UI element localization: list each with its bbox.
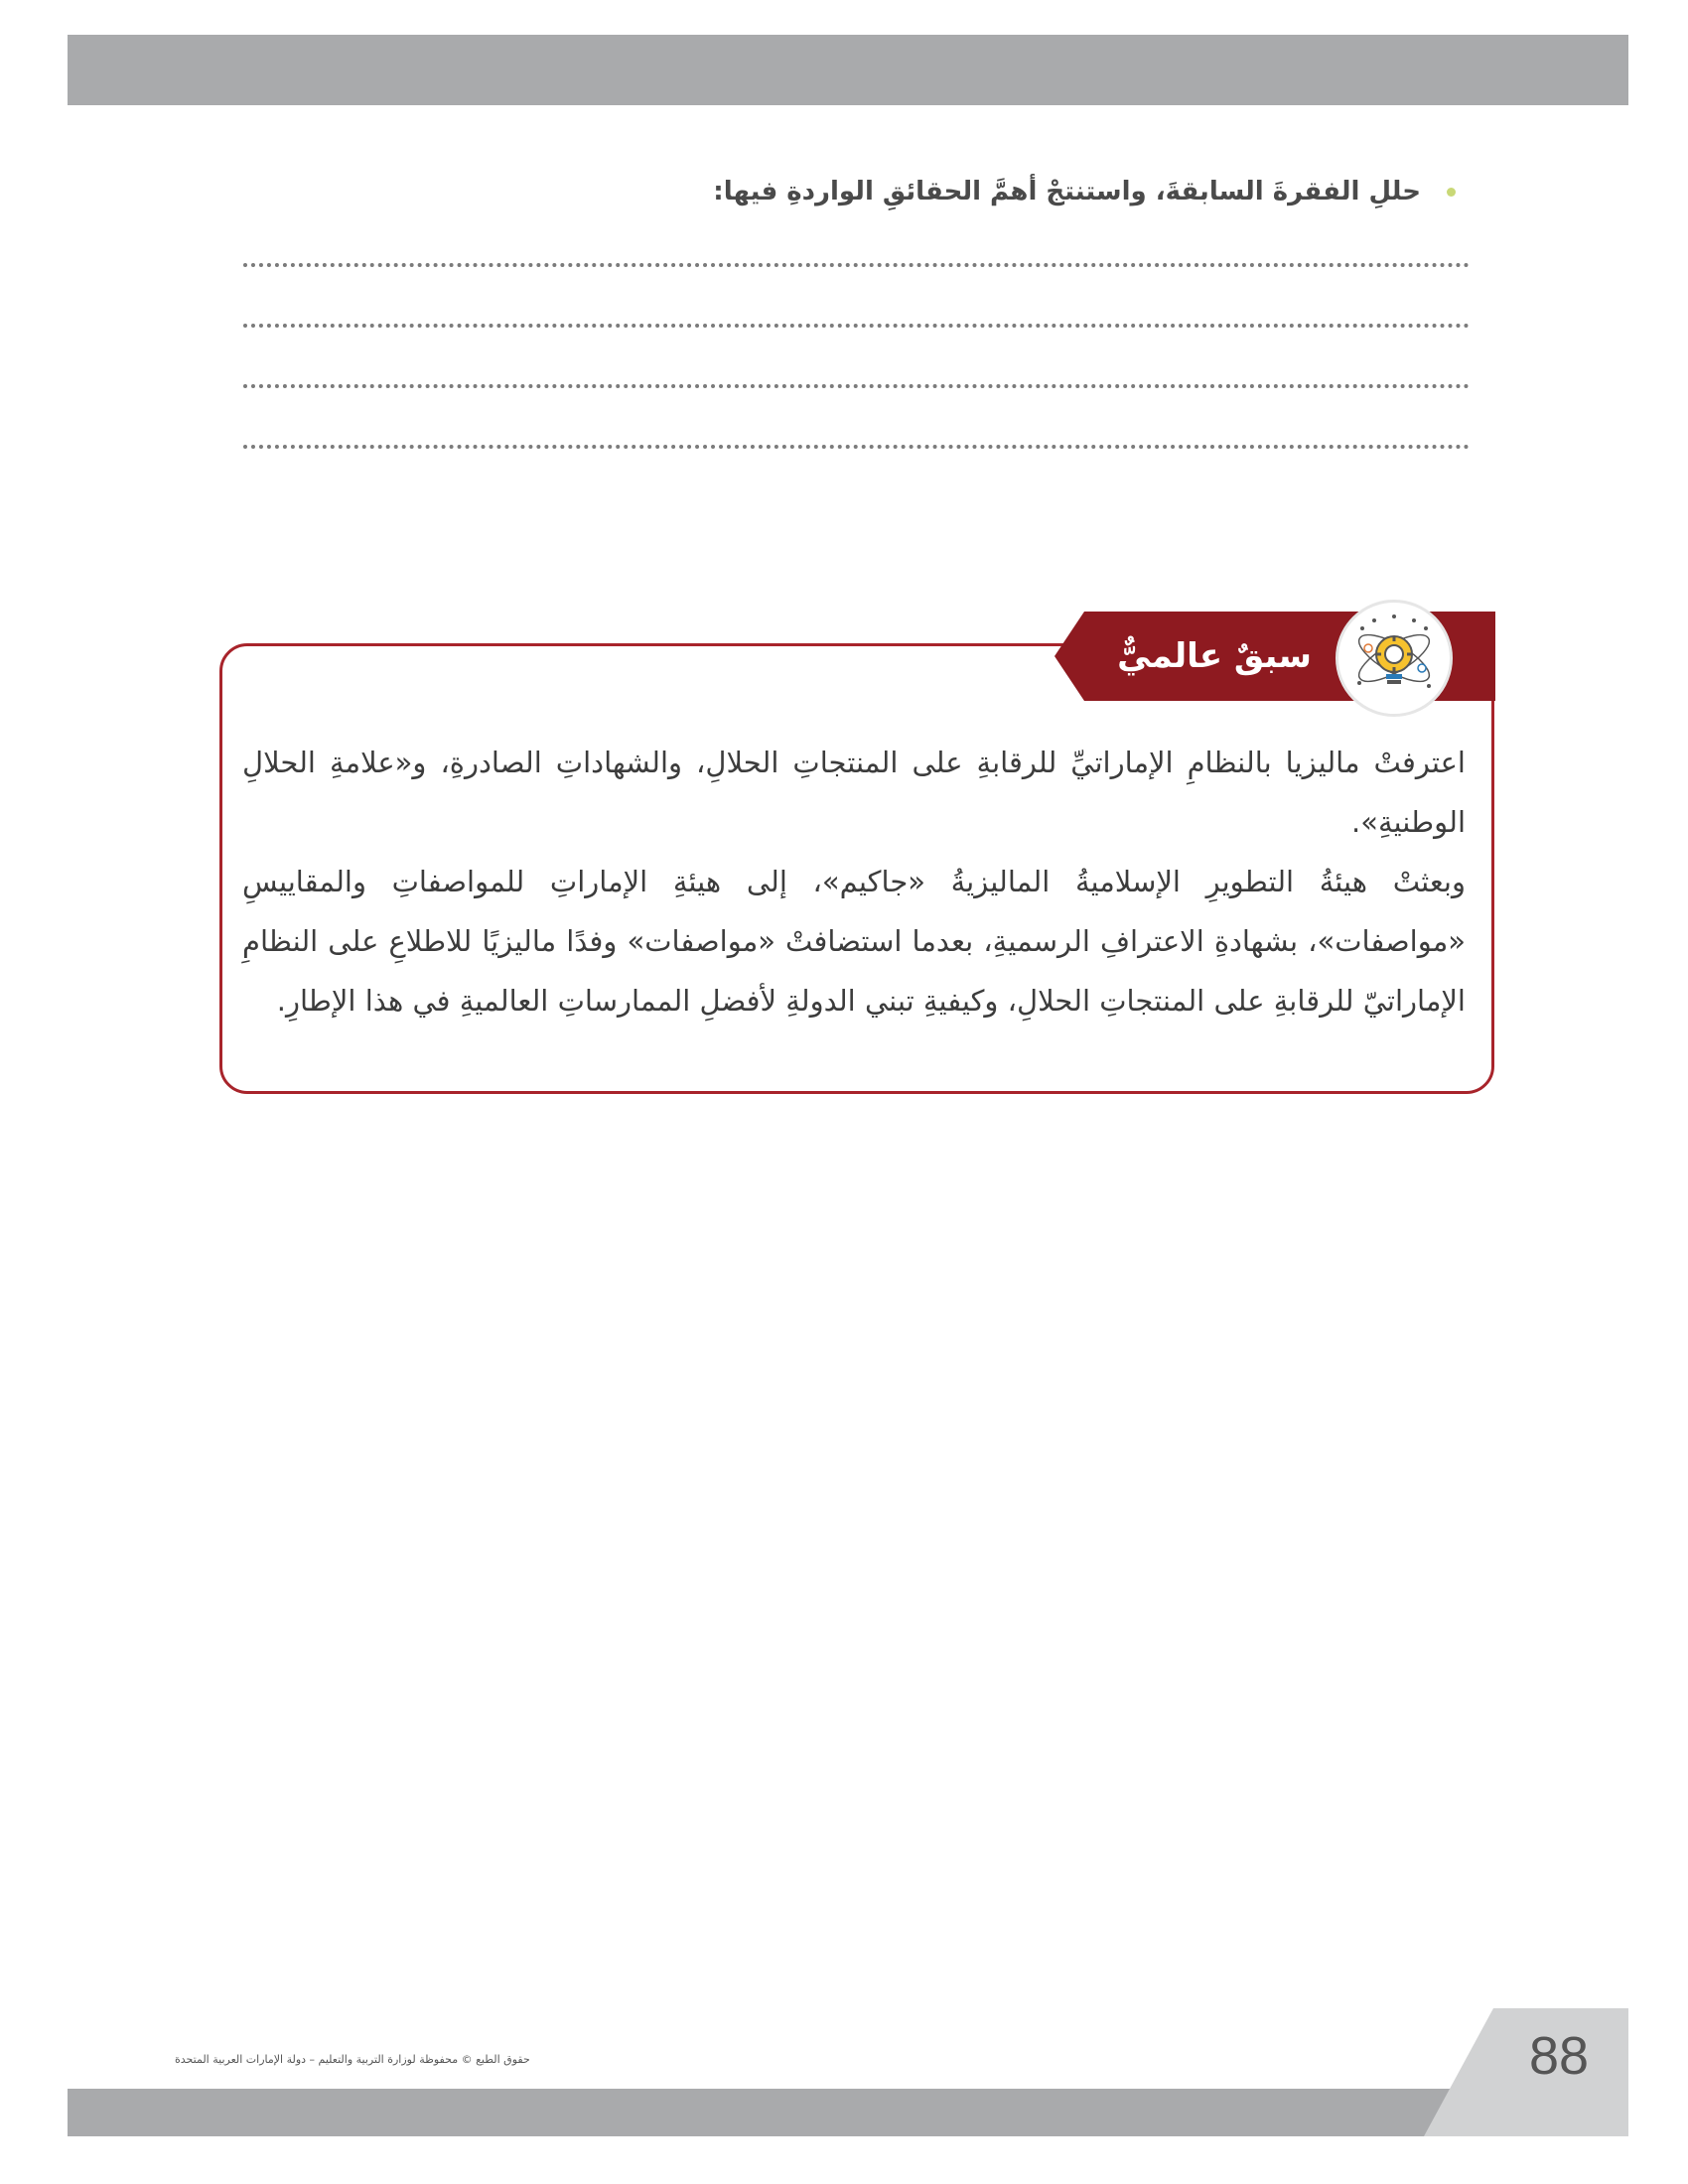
answer-line-2[interactable]: [243, 324, 1470, 328]
page-number: 88: [1528, 2026, 1590, 2086]
answer-line-1[interactable]: [243, 263, 1470, 267]
info-paragraph-1: اعترفتْ ماليزيا بالنظامِ الإماراتيِّ للرقابةِ على المنتجاتِ الحلالِ، والشهاداتِ الصادرةِ، و«علامةِ الحلالِ الوطنيةِ».: [242, 746, 1466, 839]
info-box-title: سبقٌ عالميٌّ: [1117, 636, 1312, 676]
question-text: حللِ الفقرةَ السابقةَ، واستنتجْ أهمَّ الحقائقِ الواردةِ فيها:: [713, 177, 1421, 206]
bullet-icon: [1447, 188, 1456, 197]
info-paragraph-2: وبعثتْ هيئةُ التطويرِ الإسلاميةُ الماليزيةُ «جاكيم»، إلى هيئةِ الإماراتِ للمواصفاتِ والمقاييسِ «مواصفات»، بشهادةِ الاعترافِ الرسميةِ، بعدما استضافتْ «مواصفات» وفدًا ماليزيًا للاطلاعِ على النظامِ الإماراتيّ للرقابةِ على المنتجاتِ الحلالِ، وكيفيةِ تبني الدولةِ لأفضلِ الممارساتِ العالميةِ في هذا الإطارِ.: [242, 865, 1466, 1018]
question-prompt: [713, 177, 1456, 206]
header-bar: [68, 35, 1628, 105]
lightbulb-gear-icon: [1336, 600, 1453, 717]
answer-line-4[interactable]: [243, 445, 1470, 449]
info-box-body: [242, 733, 1466, 1030]
answer-line-3[interactable]: [243, 384, 1470, 388]
copyright-text: حقوق الطبع © محفوظة لوزارة التربية والتعليم – دولة الإمارات العربية المتحدة: [175, 2053, 530, 2066]
footer-bar: [68, 2089, 1628, 2136]
